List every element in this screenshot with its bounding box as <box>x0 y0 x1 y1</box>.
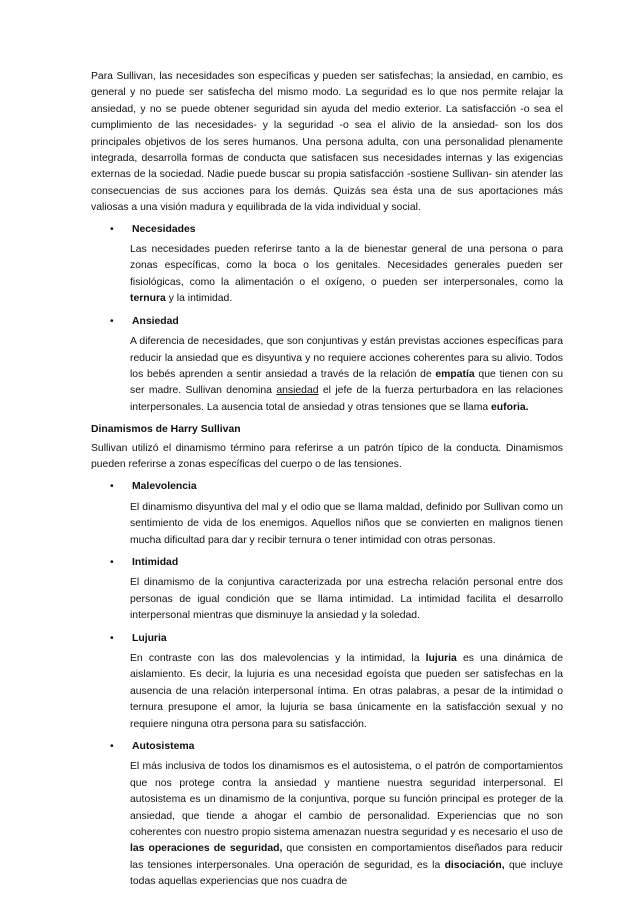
text-run: y la intimidad. <box>165 293 233 305</box>
section-title-dinamismos: Dinamismos de Harry Sullivan <box>91 424 241 436</box>
paragraph-autosistema <box>130 759 563 890</box>
bold-term: disociación, <box>444 859 505 871</box>
heading-text: Ansiedad <box>132 315 179 327</box>
bullet-heading-lujuria <box>91 631 563 647</box>
paragraph-intimidad: El dinamismo de la conjuntiva caracterizada por una estrecha relación personal entre dos personas de igual condición que se llama intimidad. La intimidad facilita el desarrollo interpersonal mientras que disminuye la ansiedad y la soledad. <box>130 577 563 622</box>
bullet-heading-autosistema <box>91 739 563 755</box>
bullet-heading-malevolencia <box>91 479 563 495</box>
bullet-icon: • <box>110 556 114 568</box>
text-run: El más inclusiva de todos los dinamismos es el autosistema, o el patrón de comportamientos que nos protege contra la ansiedad y mantiene nuestra seguridad interpersonal. El autosistema es un dinamismo de la conjuntiva, porque su función principal es proteger de la ansiedad, que tiende a ahogar el cambio de personalidad. Experiencias que no son coherentes con nuestro propio sistema amenazan nuestra seguridad y es necesario el uso de <box>130 761 563 839</box>
bullet-icon: • <box>110 632 114 644</box>
text-run: Las necesidades pueden referirse tanto a la de bienestar general de una persona o para zonas específicas, como la boca o los genitales. Necesidades generales pueden ser fisiológicas, como la alimentación o el oxígeno, o pueden ser interpersonales, como la <box>130 244 563 288</box>
document-page <box>91 69 563 897</box>
heading-text: Autosistema <box>132 741 195 753</box>
bold-term: euforia. <box>491 401 529 413</box>
text-run: A diferencia de necesidades, que son conjuntivas y están previstas acciones específicas para reducir la ansiedad que es disyuntiva y no requiere acciones coherentes para su alivio. Todos los bebés aprenden a sentir ansiedad a través de la relación de <box>130 336 563 380</box>
underlined-term: ansiedad <box>276 385 319 397</box>
heading-text: Intimidad <box>132 556 179 568</box>
text-run: es una dinámica de aislamiento. Es decir, la lujuria es una necesidad egoísta que pueden ser satisfechas en la ausencia de una relación interpersonal íntima. En otras palabras, a pesar de la intimidad o ternura presupone el amor, la lujuria se basa únicamente en la satisfacción sexual y no requiere ninguna otra persona para su satisfacción. <box>130 653 563 730</box>
text-run: que consisten en comportamientos diseñados para reducir las tensiones interpersonales. Una operación de seguridad, es la <box>130 843 563 871</box>
bullet-icon: • <box>110 481 114 493</box>
bullet-icon: • <box>110 223 114 235</box>
bullet-heading-necesidades <box>91 222 563 238</box>
bullet-icon: • <box>110 741 114 753</box>
paragraph-ansiedad <box>130 334 563 416</box>
bullet-heading-ansiedad <box>91 314 563 330</box>
bold-term: lujuria <box>425 653 457 664</box>
text-run: que tienen con su ser madre. Sullivan denomina <box>130 368 563 397</box>
intro-paragraph: Para Sullivan, las necesidades son específicas y pueden ser satisfechas; la ansiedad, en cambio, es general y no puede ser satisfecha del mismo modo. La seguridad es lo que nos permite relajar la ansiedad, y no se puede obtener seguridad sin ayuda del medio exterior. La satisfacción -o sea el cumplimiento de las necesidades- y la seguridad -o sea el alivio de la ansiedad- son los dos principales objetivos de los seres humanos. Una persona adulta, con una personalidad plenamente integrada, desarrolla formas de conducta que satisfacen sus necesidades internas y las exigencias externas de la sociedad. Nadie puede buscar su propia satisfacción -sostiene Sullivan- sin atender las consecuencias de sus acciones para los demás. Quizás sea ésta una de sus aportaciones más valiosas a una visión madura y equilibrada de la vida individual y social. <box>91 71 563 214</box>
bold-term: empatía <box>435 368 475 380</box>
heading-text: Malevolencia <box>132 481 197 493</box>
bullet-icon: • <box>110 315 114 327</box>
text-run: En contraste con las dos malevolencias y la intimidad, la <box>130 653 426 664</box>
paragraph-dinamismos: Sullivan utilizó el dinamismo término para referirse a un patrón típico de la conducta. Dinamismos pueden referirse a zonas específicas del cuerpo o de las tensiones. <box>91 442 563 470</box>
heading-text: Lujuria <box>132 632 167 644</box>
text-run: el jefe de la fuerza perturbadora en las relaciones interpersonales. La ausencia total de ansiedad y otras tensiones que se llama <box>130 385 563 413</box>
text-run: que incluye todas aquellas experiencias que nos cuadra de <box>130 859 563 888</box>
heading-text: Necesidades <box>132 223 196 235</box>
bold-term: las operaciones de seguridad, <box>130 843 283 855</box>
paragraph-necesidades <box>130 242 563 308</box>
bold-term: ternura <box>130 293 166 305</box>
paragraph-malevolencia: El dinamismo disyuntiva del mal y el odio que se llama maldad, definido por Sullivan como un sentimiento de vida de los enemigos. Aquellos niños que se convierten en malignos tienen mucha dificultad para dar y recibir ternura o tener intimidad con otras personas. <box>130 501 563 546</box>
paragraph-lujuria <box>130 651 563 733</box>
bullet-heading-intimidad <box>91 555 563 571</box>
